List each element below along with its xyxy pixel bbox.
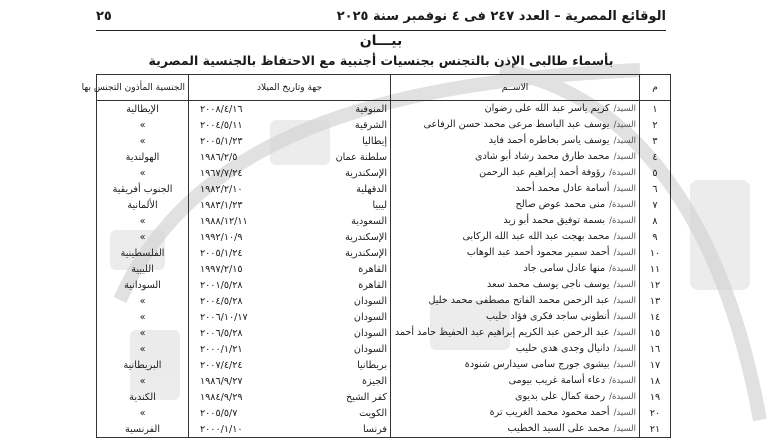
honorific: السيد/: [613, 296, 636, 306]
table-row: [97, 277, 671, 293]
row-number: ٥: [640, 165, 671, 181]
birth-cell: [189, 325, 391, 341]
table-row: [97, 133, 671, 149]
honorific: السيدة/: [609, 392, 636, 402]
granted-nationality: السودانية: [97, 277, 189, 293]
birth-cell: [189, 149, 391, 165]
table-row: [97, 421, 671, 438]
granted-nationality: »: [97, 373, 189, 389]
birth-date: ٢٠٠٠/١/١٠: [200, 423, 243, 435]
granted-nationality: »: [97, 293, 189, 309]
honorific: السيد/: [613, 104, 636, 114]
birth-cell: [189, 309, 391, 325]
row-number: ٩: [640, 229, 671, 245]
birth-date: ٢٠٠٥/١/٢٣: [200, 135, 243, 147]
applicant-name: رحمة كمال على بديوى: [514, 391, 606, 402]
honorific: السيد/: [613, 136, 636, 146]
row-number: ١٩: [640, 389, 671, 405]
birth-cell: [189, 197, 391, 213]
row-number: ١٠: [640, 245, 671, 261]
birth-place: القاهرة: [358, 279, 387, 291]
birth-date: ٢٠٠٦/٥/٢٨: [200, 327, 243, 339]
row-number: ١٦: [640, 341, 671, 357]
page-number: ٢٥: [96, 9, 112, 24]
applicant-name-cell: [391, 277, 640, 293]
honorific: السيد/: [613, 280, 636, 290]
applicant-name: محمد على السيد الخطيب: [507, 423, 610, 434]
table-row: [97, 325, 671, 341]
birth-cell: [189, 133, 391, 149]
header-birth: جهة وتاريخ الميلاد: [189, 75, 391, 101]
birth-date: ٢٠٠٤/٥/١١: [200, 119, 243, 131]
document-title: بيـــان: [359, 33, 403, 49]
table-row: [97, 309, 671, 325]
honorific: السيدة/: [609, 168, 636, 178]
granted-nationality: البريطانية: [97, 357, 189, 373]
honorific: السيد/: [613, 232, 636, 242]
row-number: ٣: [640, 133, 671, 149]
birth-place: الإسكندرية: [345, 247, 387, 259]
birth-place: الجيزة: [362, 375, 387, 387]
row-number: ١٧: [640, 357, 671, 373]
birth-date: ٢٠٠٦/١٠/١٧: [200, 311, 248, 323]
row-number: ١٥: [640, 325, 671, 341]
applicant-name: منها عادل سامى جاد: [523, 263, 606, 274]
applicant-name-cell: [391, 229, 640, 245]
birth-place: الكويت: [359, 407, 387, 419]
granted-nationality: »: [97, 341, 189, 357]
applicant-name-cell: [391, 309, 640, 325]
applicant-name-cell: [391, 149, 640, 165]
row-number: ١٣: [640, 293, 671, 309]
birth-date: ١٩٨٣/١/٢٣: [200, 199, 243, 211]
row-number: ٦: [640, 181, 671, 197]
honorific: السيدة/: [609, 376, 636, 386]
applicant-name-cell: [391, 101, 640, 118]
birth-date: ١٩٨٢/٢/١٠: [200, 183, 243, 195]
birth-cell: [189, 357, 391, 373]
honorific: السيد/: [613, 424, 636, 434]
applicant-name: منى محمد عوض صالح: [515, 199, 606, 210]
table-row: [97, 357, 671, 373]
table-row: [97, 197, 671, 213]
granted-nationality: الفرنسية: [97, 421, 189, 438]
granted-nationality: »: [97, 325, 189, 341]
row-number: ١: [640, 101, 671, 118]
table-row: [97, 405, 671, 421]
granted-nationality: »: [97, 309, 189, 325]
applicant-name-cell: [391, 133, 640, 149]
row-number: ٤: [640, 149, 671, 165]
birth-cell: [189, 277, 391, 293]
birth-date: ١٩٨٦/٩/٢٧: [200, 375, 243, 387]
birth-date: ٢٠٠٥/١/٢٤: [200, 247, 243, 259]
granted-nationality: »: [97, 229, 189, 245]
applicant-name: عبد الرحمن محمد الفاتح مصطفى محمد خليل: [428, 295, 610, 306]
birth-place: إيطاليا: [362, 135, 387, 147]
table-row: [97, 293, 671, 309]
gazette-issue-title: الوقائع المصرية – العدد ٢٤٧ فى ٤ نوفمبر سنة ٢٠٢٥: [336, 9, 666, 24]
applicant-name-cell: [391, 421, 640, 438]
birth-cell: [189, 165, 391, 181]
running-header: [96, 7, 666, 27]
header-name: الاســم: [391, 75, 640, 101]
applicant-name-cell: [391, 245, 640, 261]
honorific: السيد/: [613, 328, 636, 338]
applicant-name-cell: [391, 165, 640, 181]
applicant-name: دعاء أسامة غريب بيومى: [508, 375, 606, 386]
birth-place: السعودية: [351, 215, 387, 227]
honorific: السيد/: [613, 152, 636, 162]
birth-cell: [189, 421, 391, 438]
applicant-name-cell: [391, 373, 640, 389]
table-row: [97, 101, 671, 118]
applicant-name: أنطونى ساجد فكرى فؤاد حليب: [486, 311, 610, 322]
honorific: السيدة/: [609, 200, 636, 210]
table-row: [97, 373, 671, 389]
row-number: ٨: [640, 213, 671, 229]
table-row: [97, 213, 671, 229]
applicant-name-cell: [391, 293, 640, 309]
applicant-name: بيشوى جورج سامى سيدارس شنودة: [464, 359, 610, 370]
applicant-name: عبد الرحمن عبد الكريم إبراهيم عبد الحفيظ حامد أحمد: [394, 327, 610, 338]
granted-nationality: »: [97, 213, 189, 229]
table-row: [97, 389, 671, 405]
applicant-name: أسامة عادل محمد أحمد: [515, 183, 610, 194]
birth-place: السودان: [353, 343, 387, 355]
table-row: [97, 117, 671, 133]
birth-cell: [189, 181, 391, 197]
applicant-name: محمد طارق محمد رشاد أبو شادى: [474, 151, 610, 162]
honorific: السيدة/: [609, 264, 636, 274]
row-number: ١٤: [640, 309, 671, 325]
applicant-name: بسمة توفيق محمد أبو زيد: [503, 215, 606, 226]
granted-nationality: »: [97, 133, 189, 149]
row-number: ٧: [640, 197, 671, 213]
birth-place: السودان: [353, 327, 387, 339]
table-header-row: [97, 75, 671, 101]
birth-place: السودان: [353, 311, 387, 323]
document-subtitle: بأسماء طالبى الإذن بالتجنس بجنسيات أجنبية مع الاحتفاظ بالجنسية المصرية: [148, 53, 614, 68]
row-number: ٢٠: [640, 405, 671, 421]
table-row: [97, 261, 671, 277]
birth-cell: [189, 389, 391, 405]
granted-nationality: الجنوب أفريقية: [97, 181, 189, 197]
birth-date: ١٩٨٨/١٢/١١: [200, 215, 248, 227]
granted-nationality: الهولندية: [97, 149, 189, 165]
birth-place: القاهرة: [358, 263, 387, 275]
granted-nationality: الليبية: [97, 261, 189, 277]
granted-nationality: »: [97, 117, 189, 133]
applicant-name: كريم ياسر عبد الله على رضوان: [484, 103, 610, 114]
birth-date: ٢٠٠٨/٤/١٦: [200, 103, 243, 115]
table-row: [97, 149, 671, 165]
birth-cell: [189, 373, 391, 389]
granted-nationality: »: [97, 165, 189, 181]
applicant-name-cell: [391, 357, 640, 373]
birth-date: ١٩٩٧/٢/١٥: [200, 263, 243, 275]
applicant-name-cell: [391, 341, 640, 357]
header-divider: [96, 30, 666, 31]
birth-place: ليبيا: [372, 199, 387, 211]
birth-cell: [189, 117, 391, 133]
birth-cell: [189, 261, 391, 277]
birth-date: ٢٠٠٠/١/٢١: [200, 343, 243, 355]
applicant-name: رؤوفة أحمد إبراهيم عبد الرحمن: [479, 167, 606, 178]
honorific: السيد/: [613, 344, 636, 354]
honorific: السيدة/: [609, 216, 636, 226]
applicant-name-cell: [391, 389, 640, 405]
table-row: [97, 165, 671, 181]
applicant-name-cell: [391, 213, 640, 229]
birth-date: ٢٠٠٤/٥/٢٨: [200, 295, 243, 307]
honorific: السيد/: [613, 120, 636, 130]
applicant-name: دانيال وجدى هدى حليب: [515, 343, 610, 354]
birth-date: ١٩٨٤/٩/٢٩: [200, 391, 243, 403]
granted-nationality: الكندية: [97, 389, 189, 405]
birth-cell: [189, 405, 391, 421]
birth-place: السودان: [353, 295, 387, 307]
birth-date: ٢٠٠٥/٥/٧: [200, 407, 238, 419]
birth-date: ١٩٦٧/٧/٢٤: [200, 167, 243, 179]
birth-place: الدقهلية: [356, 183, 387, 195]
birth-place: الإسكندرية: [345, 231, 387, 243]
header-nationality: الجنسية المأذون التجنس بها: [97, 75, 189, 101]
header-number: م: [640, 75, 671, 101]
birth-cell: [189, 245, 391, 261]
applicant-name-cell: [391, 181, 640, 197]
birth-place: بريطانيا: [357, 359, 387, 371]
table-row: [97, 229, 671, 245]
applicant-name: أحمد محمود محمد الغريب ترة: [489, 407, 610, 418]
birth-cell: [189, 341, 391, 357]
table-row: [97, 341, 671, 357]
applicants-table: [81, 74, 671, 438]
birth-cell: [189, 229, 391, 245]
applicant-name: يوسف عبد الباسط مرعى محمد حسن الرفاعى: [423, 119, 610, 130]
honorific: السيد/: [613, 312, 636, 322]
applicant-name: محمد بهجت عبد الله عبد الله الركابى: [462, 231, 610, 242]
applicant-name-cell: [391, 197, 640, 213]
birth-date: ١٩٨٦/٢/٥: [200, 151, 238, 163]
applicant-name: يوسف ياسر بخاطره أحمد فايد: [488, 135, 610, 146]
birth-place: الإسكندرية: [345, 167, 387, 179]
birth-place: فرنسا: [362, 423, 387, 435]
table-row: [97, 245, 671, 261]
row-number: ١١: [640, 261, 671, 277]
honorific: السيد/: [613, 184, 636, 194]
applicant-name-cell: [391, 325, 640, 341]
birth-place: كفر الشيخ: [346, 391, 387, 403]
applicant-name: أحمد سمير محمود أحمد عبد الوهاب: [466, 247, 610, 258]
birth-cell: [189, 101, 391, 118]
row-number: ١٨: [640, 373, 671, 389]
birth-place: سلطنة عمان: [335, 151, 387, 163]
granted-nationality: الألمانية: [97, 197, 189, 213]
granted-nationality: الفلسطينية: [97, 245, 189, 261]
row-number: ٢: [640, 117, 671, 133]
granted-nationality: »: [97, 405, 189, 421]
honorific: السيد/: [613, 248, 636, 258]
birth-place: الشرقية: [354, 119, 387, 131]
applicant-name-cell: [391, 261, 640, 277]
birth-date: ٢٠٠٧/٤/٢٤: [200, 359, 243, 371]
honorific: السيد/: [613, 408, 636, 418]
table-row: [97, 181, 671, 197]
applicant-name-cell: [391, 405, 640, 421]
row-number: ٢١: [640, 421, 671, 438]
row-number: ١٢: [640, 277, 671, 293]
birth-place: المنوفية: [355, 103, 387, 115]
honorific: السيد/: [613, 360, 636, 370]
birth-cell: [189, 213, 391, 229]
birth-cell: [189, 293, 391, 309]
applicant-name: يوسف ناجى يوسف محمد سعد: [487, 279, 610, 290]
applicant-name-cell: [391, 117, 640, 133]
birth-date: ١٩٩٢/١٠/٩: [200, 231, 243, 243]
granted-nationality: الإيطالية: [97, 101, 189, 118]
birth-date: ٢٠٠١/٥/٢٨: [200, 279, 243, 291]
